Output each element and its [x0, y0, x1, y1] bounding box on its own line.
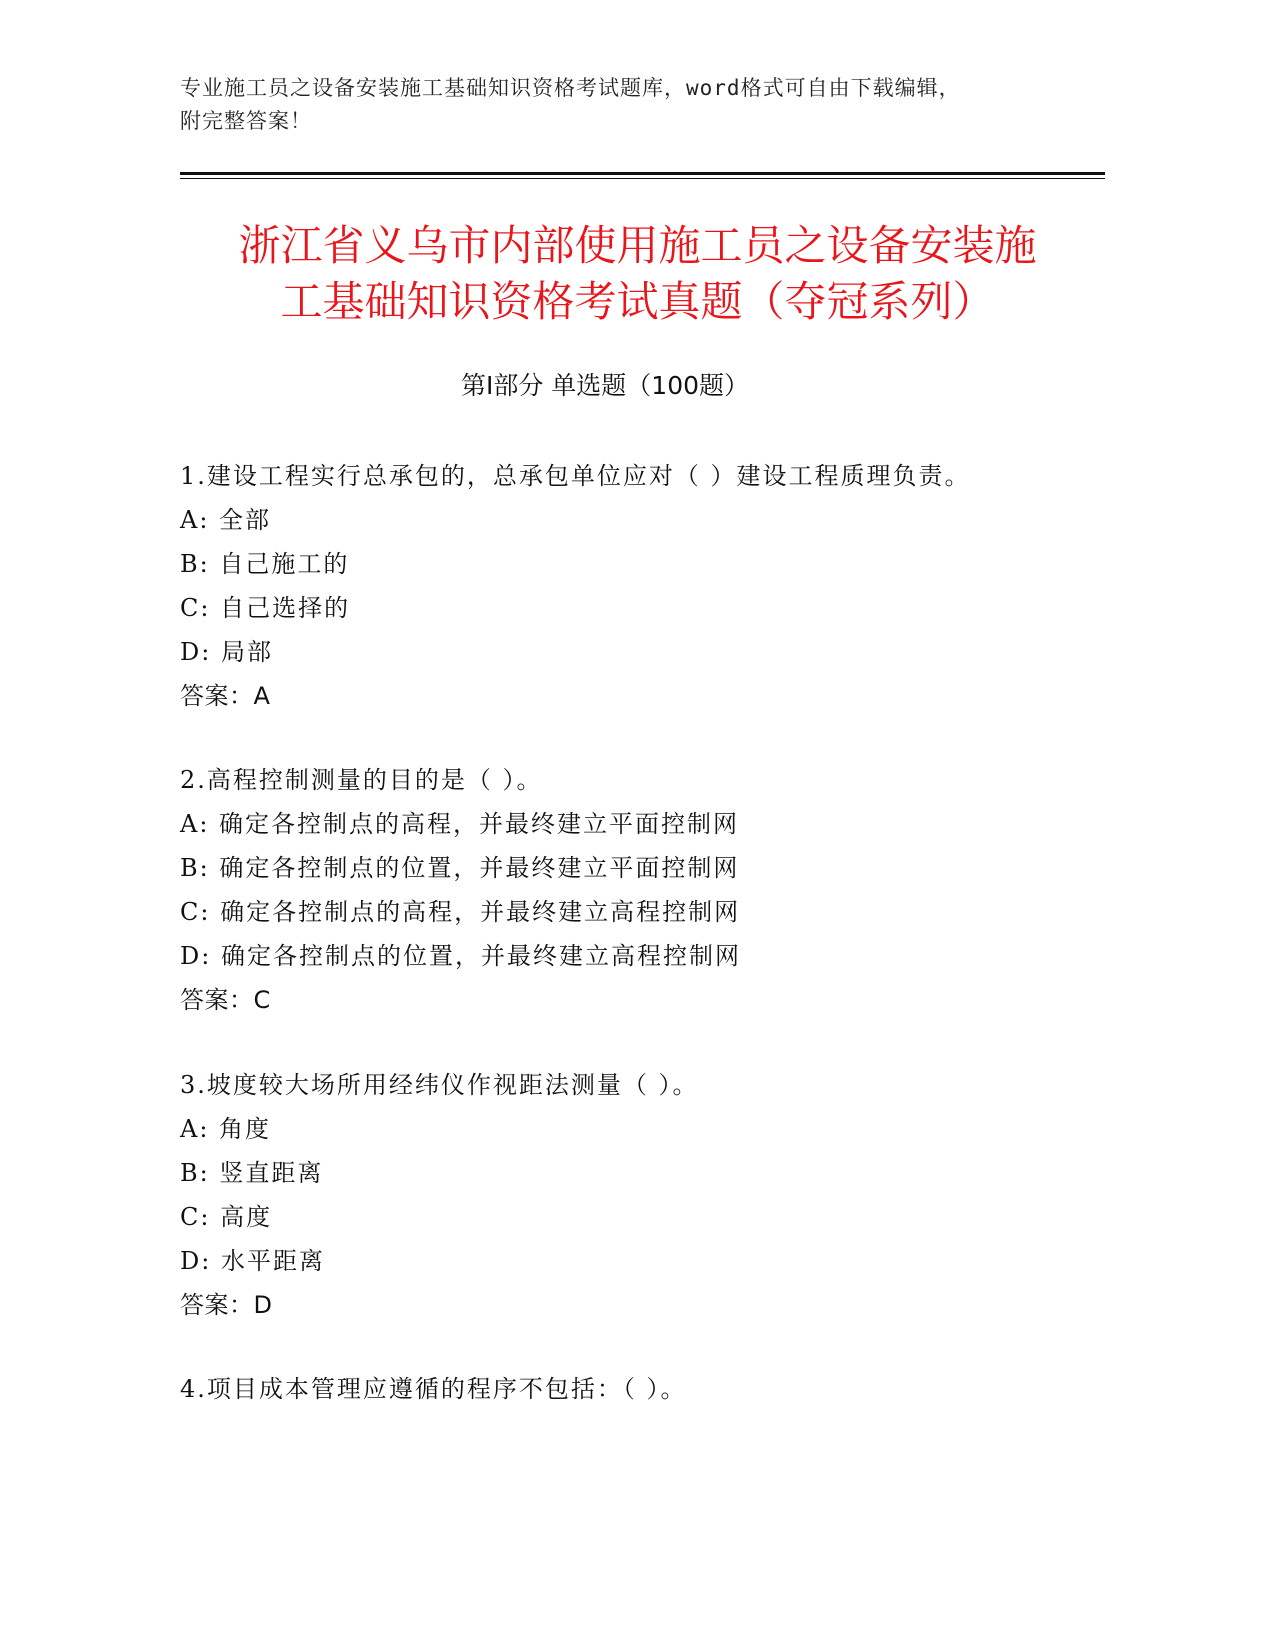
header-rule-thin — [180, 178, 1105, 179]
answer: 答案：D — [180, 1291, 273, 1319]
question-stem: 3.坡度较大场所用经纬仪作视距法测量（ ）。 — [180, 1071, 699, 1099]
option-b: B: 竖直距离 — [180, 1159, 324, 1187]
option-c: C: 自己选择的 — [180, 594, 351, 622]
option-c: C: 确定各控制点的高程，并最终建立高程控制网 — [180, 898, 741, 926]
document-title-line-1: 浙江省义乌市内部使用施工员之设备安装施 — [238, 221, 1037, 270]
document-title — [150, 218, 1125, 330]
header-note-line-1: 专业施工员之设备安装施工基础知识资格考试题库，word格式可自由下载编辑， — [180, 76, 961, 100]
option-a: A: 确定各控制点的高程，并最终建立平面控制网 — [180, 810, 740, 838]
answer: 答案：A — [180, 682, 271, 710]
question-stem: 4.项目成本管理应遵循的程序不包括：（ ）。 — [180, 1375, 687, 1403]
option-b: B: 自己施工的 — [180, 550, 350, 578]
option-a: A: 全部 — [180, 506, 272, 534]
document-title-line-2: 工基础知识资格考试真题（夺冠系列） — [280, 277, 995, 326]
option-c: C: 高度 — [180, 1203, 273, 1231]
header-rule-thick — [180, 172, 1105, 175]
question-4 — [180, 1367, 1140, 1411]
option-d: D: 确定各控制点的位置，并最终建立高程控制网 — [180, 942, 741, 970]
header-note — [180, 72, 1100, 138]
question-2 — [180, 758, 1140, 1022]
header-note-line-2: 附完整答案！ — [180, 109, 312, 133]
question-1 — [180, 454, 1140, 718]
question-3 — [180, 1063, 1140, 1327]
option-d: D: 局部 — [180, 638, 273, 666]
section-heading: 第Ⅰ部分 单选题（100题） — [460, 371, 750, 400]
answer: 答案：C — [180, 986, 271, 1014]
option-d: D: 水平距离 — [180, 1247, 325, 1275]
question-stem: 1.建设工程实行总承包的，总承包单位应对（ ）建设工程质理负责。 — [180, 462, 971, 490]
question-stem: 2.高程控制测量的目的是（ ）。 — [180, 766, 543, 794]
option-b: B: 确定各控制点的位置，并最终建立平面控制网 — [180, 854, 740, 882]
option-a: A: 角度 — [180, 1115, 272, 1143]
